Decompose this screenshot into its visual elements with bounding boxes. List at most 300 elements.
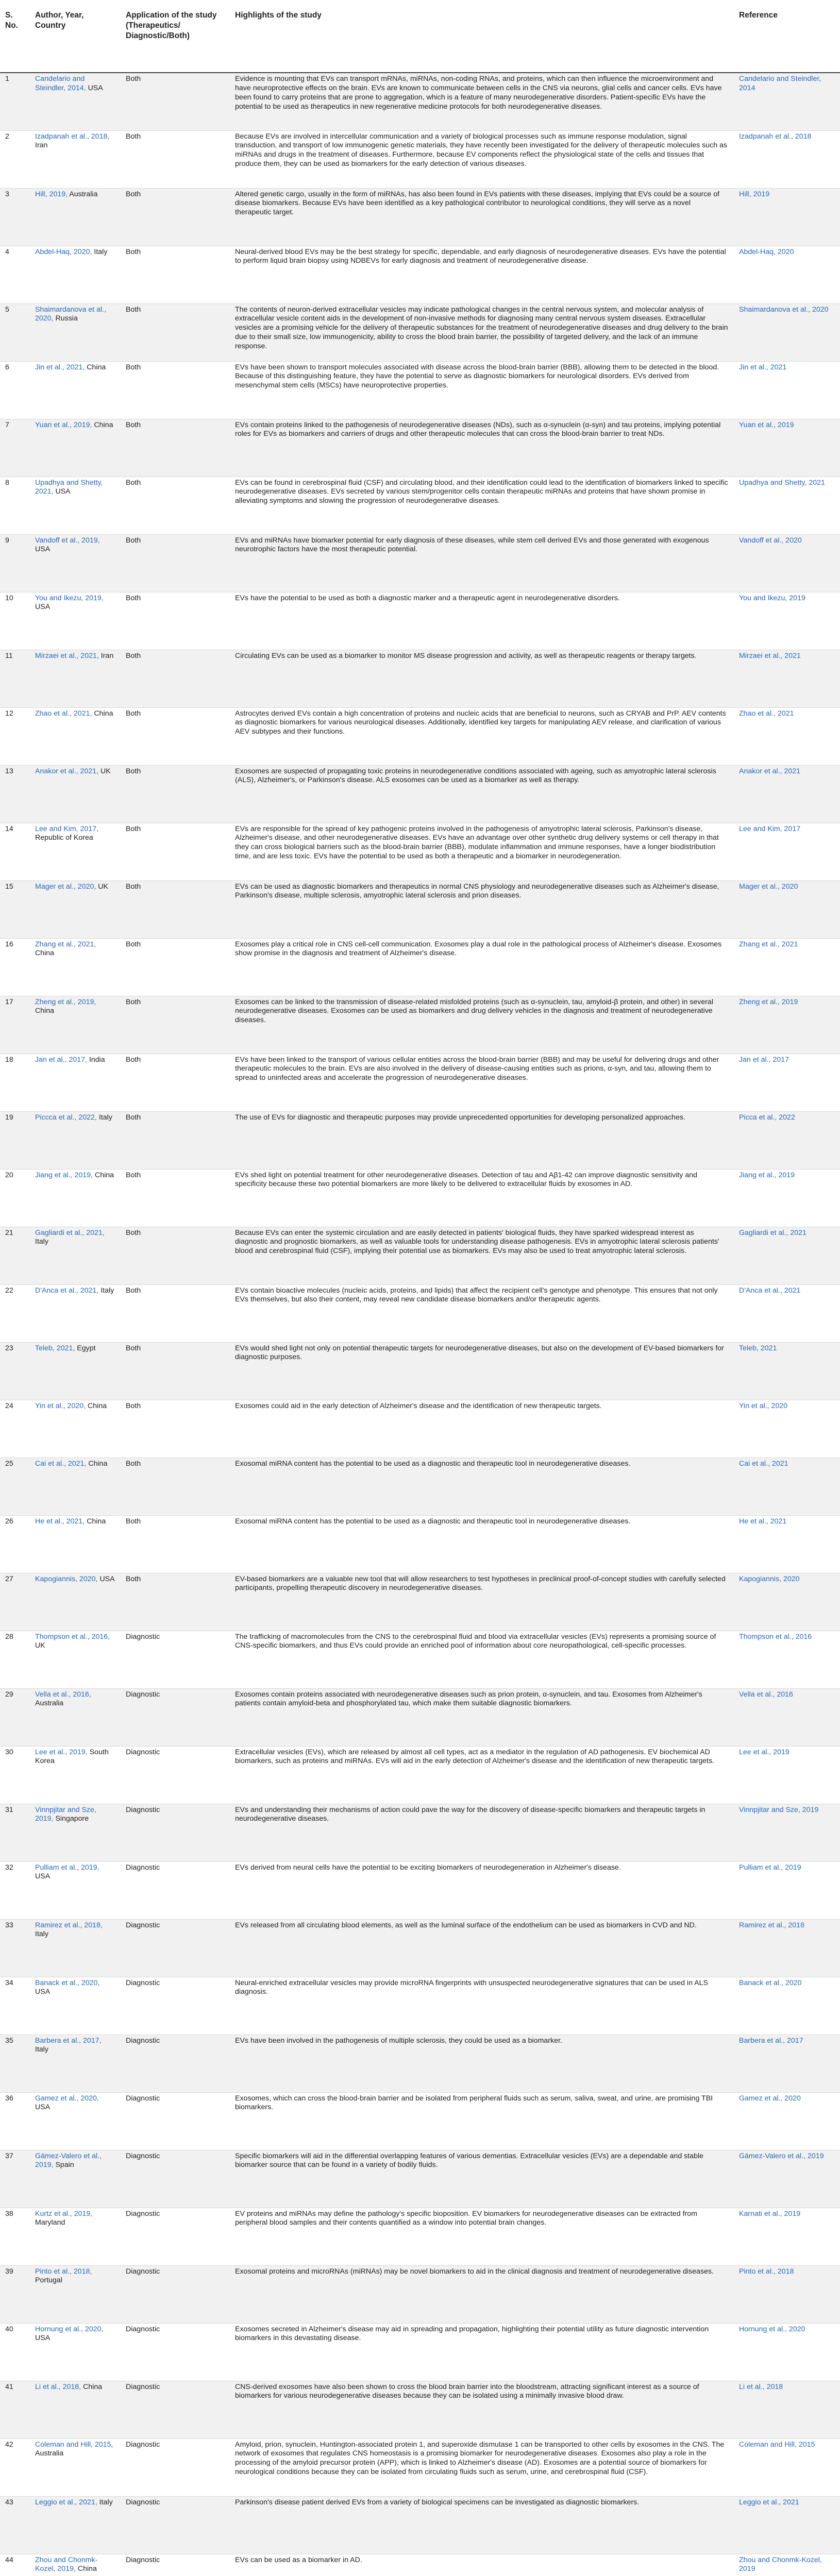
cell-author (30, 1919, 121, 1977)
author-country: Italy (35, 1930, 49, 1939)
author-link[interactable]: Teleb, 2021, (35, 1344, 75, 1352)
application-type: Both (126, 767, 141, 775)
cell-application (121, 1111, 230, 1169)
table-row (0, 2150, 840, 2208)
cell-highlights (230, 130, 734, 188)
cell-sno (0, 1746, 30, 1804)
author-country: UK (100, 767, 111, 775)
reference-link[interactable]: Cai et al., 2021 (739, 1459, 788, 1468)
cell-reference (734, 1746, 840, 1804)
author-link[interactable]: Zhang et al., 2021, (35, 940, 96, 948)
cell-author (30, 2208, 121, 2265)
cell-application (121, 996, 230, 1054)
author-link[interactable]: Lee et al., 2019, (35, 1748, 88, 1756)
cell-author (30, 361, 121, 419)
reference-link[interactable]: Jin et al., 2021 (739, 363, 787, 371)
author-link[interactable]: Zhou and Chonmk-Kozel, 2019, (35, 2555, 98, 2573)
author-country: China (94, 1171, 114, 1179)
cell-highlights (230, 1515, 734, 1573)
table-header (0, 0, 840, 73)
table-row (0, 1804, 840, 1861)
cell-reference (734, 1169, 840, 1227)
row-number: 7 (5, 420, 9, 429)
highlights-text: Exosomal proteins and microRNAs (miRNAs) may be novel biomarkers to aid in the clinical diagnosis and treatment of neurodegenerative diseases. (235, 2267, 714, 2276)
cell-author (30, 2496, 121, 2554)
cell-author (30, 707, 121, 765)
cell-author (30, 2150, 121, 2208)
cell-application (121, 1169, 230, 1227)
application-type: Both (126, 1517, 141, 1526)
cell-highlights (230, 1111, 734, 1169)
author-country: Australia (35, 2449, 64, 2458)
row-number: 29 (5, 1690, 13, 1699)
reference-link[interactable]: Candelario and Steindler, 2014 (739, 75, 821, 92)
reference-link[interactable]: Mager et al., 2020 (739, 882, 798, 891)
table-row (0, 1400, 840, 1458)
highlights-text: EVs have been shown to transport molecules associated with disease across the blood-brain barrier (BBB), allowing them to be detected in the blood. Because of this distinguishing feature, they have the potential to serve as diagnostic biomarkers for neurological disorders. EVs derived from mesenchymal stem cells (MSCs) have neuroprotective properties. (235, 363, 719, 390)
cell-highlights (230, 534, 734, 592)
cell-highlights (230, 880, 734, 938)
author-link[interactable]: Kurtz et al., 2019, (35, 2209, 93, 2218)
author-country: China (35, 949, 55, 958)
highlights-text: Circulating EVs can be used as a biomarker to monitor MS disease progression and activity, as well as therapeutic reagents or therapy targets. (235, 651, 697, 660)
cell-application (121, 823, 230, 880)
cell-author (30, 1573, 121, 1631)
cell-sno (0, 1342, 30, 1400)
application-type: Both (126, 1286, 141, 1295)
author-link[interactable]: Vinnpjitar and Sze, 2019, (35, 1805, 96, 1823)
application-type: Diagnostic (126, 2498, 160, 2506)
author-country: Iran (35, 141, 48, 150)
cell-sno (0, 1688, 30, 1746)
row-number: 34 (5, 1978, 13, 1987)
reference-link[interactable]: Coleman and Hill, 2015 (739, 2440, 815, 2449)
cell-reference (734, 1342, 840, 1400)
reference-link[interactable]: Vinnpjitar and Sze, 2019 (739, 1805, 819, 1814)
author-link[interactable]: Izadpanah et al., 2018, (35, 132, 110, 141)
reference-link[interactable]: Yuan et al., 2019 (739, 420, 794, 429)
cell-reference (734, 1227, 840, 1284)
cell-reference (734, 1631, 840, 1688)
application-type: Both (126, 75, 141, 83)
highlights-text: Exosomes, which can cross the blood-brain barrier and be isolated from peripheral fluids such as serum, saliva, sweat, and urine, are promising TBI biomarkers. (235, 2094, 713, 2112)
table-row (0, 2438, 840, 2496)
author-link[interactable]: Jin et al., 2021, (35, 363, 85, 371)
author-link[interactable]: Vella et al., 2016, (35, 1690, 91, 1699)
cell-sno (0, 2323, 30, 2381)
table-row (0, 1284, 840, 1342)
reference-link[interactable]: Mirzaei et al., 2021 (739, 651, 801, 660)
row-number: 28 (5, 1632, 13, 1641)
table-row (0, 2265, 840, 2323)
application-type: Diagnostic (126, 2382, 160, 2391)
reference-link[interactable]: Picca et al., 2022 (739, 1113, 795, 1122)
reference-link[interactable]: Zheng et al., 2019 (739, 997, 798, 1006)
reference-link[interactable]: Abdel-Haq, 2020 (739, 247, 794, 256)
application-type: Both (126, 363, 141, 371)
cell-sno (0, 1861, 30, 1919)
cell-sno (0, 419, 30, 477)
application-type: Diagnostic (126, 2036, 160, 2045)
application-type: Diagnostic (126, 1632, 160, 1641)
reference-link[interactable]: Anakor et al., 2021 (739, 767, 801, 775)
highlights-text: Neural-derived blood EVs may be the best strategy for specific, dependable, and early diagnosis of neurodegenerative diseases. EVs have the potential to perform liquid brain biopsy using NDBEVs for early diagnosis and treatment of neurodegenerative disease. (235, 247, 726, 265)
cell-sno (0, 1573, 30, 1631)
cell-sno (0, 130, 30, 188)
cell-sno (0, 1284, 30, 1342)
cell-author (30, 996, 121, 1054)
author-country: USA (35, 2103, 51, 2112)
cell-application (121, 534, 230, 592)
cell-sno (0, 73, 30, 130)
author-link[interactable]: Shaimardanova et al., 2020, (35, 305, 107, 323)
author-link[interactable]: Pulliam et al., 2019, (35, 1863, 99, 1872)
cell-reference (734, 2323, 840, 2381)
application-type: Both (126, 1459, 141, 1468)
author-link[interactable]: Vandoff et al., 2019, (35, 536, 100, 545)
author-country: China (88, 1459, 108, 1468)
reference-link[interactable]: Lee et al., 2019 (739, 1748, 789, 1756)
author-country: South Korea (35, 1748, 109, 1766)
highlights-text: EVs and miRNAs have biomarker potential for early diagnosis of these diseases, while stem cell derived EVs and those generated with exogenous neurotrophic factors have the most therapeutic potential. (235, 536, 709, 554)
reference-link[interactable]: Banack et al., 2020 (739, 1978, 802, 1987)
author-link[interactable]: He et al., 2021, (35, 1517, 85, 1526)
reference-link[interactable]: Vandoff et al., 2020 (739, 536, 802, 545)
row-number: 19 (5, 1113, 13, 1122)
reference-link[interactable]: Li et al., 2018 (739, 2382, 783, 2391)
table-row (0, 246, 840, 303)
cell-reference (734, 2438, 840, 2496)
cell-sno (0, 1054, 30, 1111)
cell-application (121, 130, 230, 188)
author-link[interactable]: You and Ikezu, 2019, (35, 594, 104, 602)
author-country: China (88, 1401, 107, 1410)
table-row (0, 534, 840, 592)
cell-application (121, 1284, 230, 1342)
cell-author (30, 130, 121, 188)
author-link[interactable]: Cai et al., 2021, (35, 1459, 87, 1468)
cell-highlights (230, 1284, 734, 1342)
reference-link[interactable]: You and Ikezu, 2019 (739, 594, 805, 602)
highlights-text: EVs can be found in cerebrospinal fluid (CSF) and circulating blood, and their identification could lead to the identification of biomarkers linked to specific neurodegenerative diseases. EVs secreted by various stem/progenitor cells contain therapeutic miRNAs and proteins that have shown promise in alleviating symptoms and slowing the progression of neurodegenerative diseases. (235, 478, 728, 505)
reference-link[interactable]: Gámez-Valero et al., 2019 (739, 2151, 824, 2160)
highlights-text: EVs contain bioactive molecules (nucleic acids, proteins, and lipids) that affect the recipient cell's genotype and phenotype. This ensures that not only EVs themselves, but also their content, may reveal new candidate disease biomarkers and/or therapeutic agents. (235, 1286, 718, 1304)
highlights-text: Astrocytes derived EVs contain a high concentration of proteins and nucleic acids that are beneficial to neurons, such as CRYAB and PrP. AEV contents as diagnostic biomarkers for various neurological diseases. Additionally, identified key targets for manipulating AEV release, and clarification of various AEV subtypes and their functions. (235, 709, 726, 736)
cell-reference (734, 1111, 840, 1169)
author-link[interactable]: Coleman and Hill, 2015, (35, 2440, 113, 2449)
cell-author (30, 880, 121, 938)
application-type: Both (126, 1228, 141, 1237)
application-type: Both (126, 247, 141, 256)
author-country: USA (35, 1872, 51, 1881)
table-row (0, 592, 840, 650)
reference-link[interactable]: Jan et al., 2017 (739, 1055, 789, 1064)
reference-link[interactable]: Teleb, 2021 (739, 1344, 777, 1352)
author-country: USA (35, 2334, 51, 2343)
author-link[interactable]: Gagliardi et al., 2021, (35, 1228, 105, 1237)
reference-link[interactable]: Kapogiannis, 2020 (739, 1574, 800, 1583)
author-link[interactable]: D'Anca et al., 2021, (35, 1286, 99, 1295)
cell-reference (734, 2150, 840, 2208)
highlights-text: Exosomes are suspected of propagating toxic proteins in neurodegenerative conditions associated with ageing, such as amyotrophic lateral sclerosis (ALS), Alzheimer's, or Parkinson's disease. ALS exosomes can be used as a biomarker as well as therapy. (235, 767, 716, 785)
author-country: China (87, 363, 106, 371)
row-number: 35 (5, 2036, 13, 2045)
author-link[interactable]: Leggio et al., 2021, (35, 2498, 97, 2506)
table-row (0, 188, 840, 246)
author-country: Iran (100, 651, 114, 660)
cell-sno (0, 592, 30, 650)
application-type: Diagnostic (126, 1748, 160, 1756)
application-type: Diagnostic (126, 1921, 160, 1929)
reference-link[interactable]: Upadhya and Shetty, 2021 (739, 478, 825, 487)
author-country: Italy (35, 1238, 49, 1246)
cell-author (30, 2323, 121, 2381)
cell-sno (0, 823, 30, 880)
highlights-text: Altered genetic cargo, usually in the form of miRNAs, has also been found in EVs patients with these diseases, implying that EVs could be a source of disease biomarkers. Because EVs have been identified as a key pathological contributor to neurological conditions, they will serve as a novel therapeutic target. (235, 190, 720, 217)
reference-link[interactable]: Izadpanah et al., 2018 (739, 132, 812, 141)
author-link[interactable]: Gámez-Valero et al., 2019, (35, 2151, 102, 2170)
cell-sno (0, 2265, 30, 2323)
table-row (0, 707, 840, 765)
cell-sno (0, 2092, 30, 2150)
cell-highlights (230, 2496, 734, 2554)
author-link[interactable]: Li et al., 2018, (35, 2382, 81, 2391)
application-type: Diagnostic (126, 1863, 160, 1872)
reference-link[interactable]: Pinto et al., 2018 (739, 2267, 794, 2276)
author-link[interactable]: Candelario and Steindler, 2014, (35, 75, 86, 92)
author-link[interactable]: Barbera et al., 2017, (35, 2036, 102, 2045)
cell-sno (0, 2150, 30, 2208)
author-country: China (77, 2565, 97, 2573)
cell-highlights (230, 1746, 734, 1804)
cell-author (30, 303, 121, 361)
author-link[interactable]: Thompson et al., 2016, (35, 1632, 110, 1641)
cell-reference (734, 707, 840, 765)
cell-reference (734, 2381, 840, 2438)
highlights-text: Evidence is mounting that EVs can transport mRNAs, miRNAs, non-coding RNAs, and proteins, which can then influence the microenvironment and have neuroprotective effects on the brain. EVs are known to communicate between cells in the CNS via neurons, glial cells and cancer cells. EVs have been found to carry proteins that are prone to aggregation, which is a feature of many neurodegenerative disorders. Patient-specific EVs have the potential to be used as therapeutics in new regenerative medicine protocols for both neurodegenerative diseases. (235, 75, 722, 111)
row-number: 15 (5, 882, 13, 891)
author-country: China (83, 2382, 103, 2391)
reference-link[interactable]: Thompson et al., 2016 (739, 1632, 812, 1641)
cell-highlights (230, 2265, 734, 2323)
cell-highlights (230, 592, 734, 650)
reference-link[interactable]: Jiang et al., 2019 (739, 1171, 795, 1179)
author-country: China (94, 709, 113, 718)
reference-link[interactable]: Yin et al., 2020 (739, 1401, 788, 1410)
highlights-text: Exosomes play a critical role in CNS cell-cell communication. Exosomes play a dual role in the pathological process of Alzheimer's disease. Exosomes show promise in the diagnosis and treatment of Alzheimer's disease. (235, 940, 722, 958)
cell-application (121, 1458, 230, 1515)
author-link[interactable]: Jiang et al., 2019, (35, 1171, 93, 1179)
row-number: 4 (5, 247, 9, 256)
author-link[interactable]: Lee and Kim, 2017, (35, 824, 99, 833)
reference-link[interactable]: Vella et al., 2016 (739, 1690, 793, 1699)
table-row (0, 1169, 840, 1227)
row-number: 18 (5, 1055, 13, 1064)
reference-link[interactable]: Ramirez et al., 2018 (739, 1921, 804, 1929)
cell-application (121, 2265, 230, 2323)
author-link[interactable]: Banack et al., 2020, (35, 1978, 100, 1987)
application-type: Both (126, 651, 141, 660)
table-row (0, 1458, 840, 1515)
reference-link[interactable]: Leggio et al., 2021 (739, 2498, 799, 2506)
author-link[interactable]: Upadhya and Shetty, 2021, (35, 478, 103, 496)
cell-sno (0, 2496, 30, 2554)
cell-author (30, 1342, 121, 1400)
cell-application (121, 2438, 230, 2496)
reference-link[interactable]: Zhao et al., 2021 (739, 709, 794, 718)
reference-link[interactable]: He et al., 2021 (739, 1517, 787, 1526)
header-highlights: Highlights of the study (230, 0, 734, 73)
reference-link[interactable]: Gagliardi et al., 2021 (739, 1228, 807, 1237)
cell-reference (734, 1054, 840, 1111)
cell-reference (734, 1804, 840, 1861)
row-number: 43 (5, 2498, 13, 2506)
author-country: UK (98, 882, 108, 891)
cell-author (30, 823, 121, 880)
row-number: 10 (5, 594, 13, 602)
author-link[interactable]: Zheng et al., 2019, (35, 997, 96, 1006)
author-country: UK (35, 1641, 45, 1650)
author-link[interactable]: Abdel-Haq, 2020, (35, 247, 92, 256)
author-country: Singapore (55, 1815, 89, 1823)
cell-reference (734, 1688, 840, 1746)
cell-reference (734, 1515, 840, 1573)
row-number: 25 (5, 1459, 13, 1468)
cell-author (30, 246, 121, 303)
author-link[interactable]: Yin et al., 2020, (35, 1401, 86, 1410)
reference-link[interactable]: Zhou and Chonmk-Kozel, 2019 (739, 2555, 822, 2573)
author-link[interactable]: Hill, 2019, (35, 190, 68, 198)
cell-application (121, 2208, 230, 2265)
highlights-text: EVs released from all circulating blood elements, as well as the luminal surface of the endothelium can be used as biomarkers in CVD and ND. (235, 1921, 697, 1929)
table-row (0, 2035, 840, 2092)
cell-reference (734, 534, 840, 592)
row-number: 6 (5, 363, 9, 371)
reference-link[interactable]: Hill, 2019 (739, 190, 770, 198)
cell-application (121, 2554, 230, 2576)
author-country: Italy (98, 1113, 112, 1122)
cell-sno (0, 188, 30, 246)
row-number: 2 (5, 132, 9, 141)
cell-reference (734, 1458, 840, 1515)
highlights-text: EV proteins and miRNAs may define the pathology's specific bioposition. EV biomarkers for neurodegenerative diseases can be extracted from peripheral blood samples and their contents quantified as a window into potential brain changes. (235, 2209, 697, 2227)
author-link[interactable]: Anakor et al., 2021, (35, 767, 99, 775)
application-type: Both (126, 1401, 141, 1410)
row-number: 38 (5, 2209, 13, 2218)
row-number: 8 (5, 478, 9, 487)
author-country: USA (99, 1574, 115, 1583)
row-number: 44 (5, 2555, 13, 2564)
cell-author (30, 419, 121, 477)
cell-author (30, 1804, 121, 1861)
cell-application (121, 765, 230, 823)
cell-application (121, 1573, 230, 1631)
highlights-text: Because EVs are involved in intercellular communication and a variety of biological processes such as immune response modulation, signal transduction, and transport of low immunogenic genetic materials, they have recently been investigated for the delivery of therapeutic molecules such as miRNAs and drugs in the treatment of diseases. Furthermore, because EV components reflect the physiological state of the cells and tissues that produce them, they can be used as biomarkers for the early detection of various diseases. (235, 132, 728, 168)
highlights-text: Exosomal miRNA content has the potential to be used as a diagnostic and therapeutic tool in neurodegenerative diseases. (235, 1517, 631, 1526)
cell-application (121, 2323, 230, 2381)
reference-link[interactable]: Hornung et al., 2020 (739, 2325, 805, 2333)
table-row (0, 1227, 840, 1284)
reference-link[interactable]: Barbera et al., 2017 (739, 2036, 803, 2045)
reference-link[interactable]: Gamez et al., 2020 (739, 2094, 801, 2103)
reference-link[interactable]: D'Anca et al., 2021 (739, 1286, 801, 1295)
cell-sno (0, 1515, 30, 1573)
cell-author (30, 188, 121, 246)
author-link[interactable]: Yuan et al., 2019, (35, 420, 92, 429)
header-author: Author, Year, Country (30, 0, 121, 73)
author-link[interactable]: Pinto et al., 2018, (35, 2267, 92, 2276)
cell-sno (0, 1631, 30, 1688)
author-link[interactable]: Kapogiannis, 2020, (35, 1574, 98, 1583)
author-link[interactable]: Gamez et al., 2020, (35, 2094, 99, 2103)
cell-author (30, 650, 121, 707)
cell-application (121, 1746, 230, 1804)
table-row (0, 996, 840, 1054)
row-number: 16 (5, 940, 13, 948)
reference-link[interactable]: Zhang et al., 2021 (739, 940, 798, 948)
highlights-text: The contents of neuron-derived extracellular vesicles may indicate pathological changes in the central nervous system, and molecular analysis of extracellular vesicle content aids in the development of non-invasive methods for diagnosing many central nervous system diseases. Extracellular vesicles are a promising vehicle for the delivery of therapeutic substances for the treatment of neurodegenerative diseases and drug delivery to the brain due to their small size, low immunogenicity, ability to cross the blood brain barrier, the possibility of targeted delivery, and the lack of an immune response. (235, 305, 728, 351)
cell-reference (734, 996, 840, 1054)
author-link[interactable]: Mager et al., 2020, (35, 882, 96, 891)
table-row (0, 73, 840, 130)
cell-reference (734, 592, 840, 650)
author-link[interactable]: Piccca et al., 2022, (35, 1113, 97, 1122)
reference-link[interactable]: Shaimardanova et al., 2020 (739, 305, 829, 314)
cell-reference (734, 2035, 840, 2092)
cell-reference (734, 823, 840, 880)
table-row (0, 2208, 840, 2265)
cell-reference (734, 477, 840, 534)
application-type: Both (126, 132, 141, 141)
cell-application (121, 938, 230, 996)
cell-highlights (230, 1861, 734, 1919)
cell-sno (0, 2381, 30, 2438)
cell-application (121, 361, 230, 419)
cell-reference (734, 361, 840, 419)
row-number: 5 (5, 305, 9, 314)
author-link[interactable]: Mirzaei et al., 2021, (35, 651, 99, 660)
author-country: Maryland (35, 2218, 65, 2227)
highlights-text: EVs are responsible for the spread of key pathogenic proteins involved in the pathogenesis of amyotrophic lateral sclerosis, Parkinson's disease, Alzheimer's disease, and other neurodegenerative diseases. EVs have an advantage over other synthetic drug delivery systems or cell therapy in that they can cross biological barriers such as the blood-brain barrier (BBB), modulate inflammation and immune responses, have a longer biodistribution time, and are less toxic. EVs have the potential to be used as both a therapeutic and a biomarker in neurodegeneration. (235, 824, 719, 861)
cell-application (121, 1227, 230, 1284)
table-row (0, 1919, 840, 1977)
table-row (0, 419, 840, 477)
cell-application (121, 880, 230, 938)
application-type: Both (126, 709, 141, 718)
cell-application (121, 2092, 230, 2150)
application-type: Both (126, 478, 141, 487)
author-link[interactable]: Jan et al., 2017, (35, 1055, 87, 1064)
application-type: Diagnostic (126, 2555, 160, 2564)
reference-link[interactable]: Karnati et al., 2019 (739, 2209, 801, 2218)
author-link[interactable]: Ramirez et al., 2018, (35, 1921, 103, 1929)
table-body (0, 73, 840, 2576)
author-link[interactable]: Zhao et al., 2021, (35, 709, 92, 718)
author-link[interactable]: Hornung et al., 2020, (35, 2325, 104, 2333)
row-number: 37 (5, 2151, 13, 2160)
row-number: 39 (5, 2267, 13, 2276)
row-number: 36 (5, 2094, 13, 2103)
row-number: 33 (5, 1921, 13, 1929)
reference-link[interactable]: Lee and Kim, 2017 (739, 824, 801, 833)
cell-highlights (230, 188, 734, 246)
highlights-text: Parkinson's disease patient derived EVs from a variety of biological specimens can be investigated as diagnostic biomarkers. (235, 2498, 640, 2506)
author-country: USA (35, 1988, 51, 1996)
table-row (0, 1342, 840, 1400)
reference-link[interactable]: Pulliam et al., 2019 (739, 1863, 801, 1872)
table-row (0, 2381, 840, 2438)
author-country: China (94, 420, 113, 429)
